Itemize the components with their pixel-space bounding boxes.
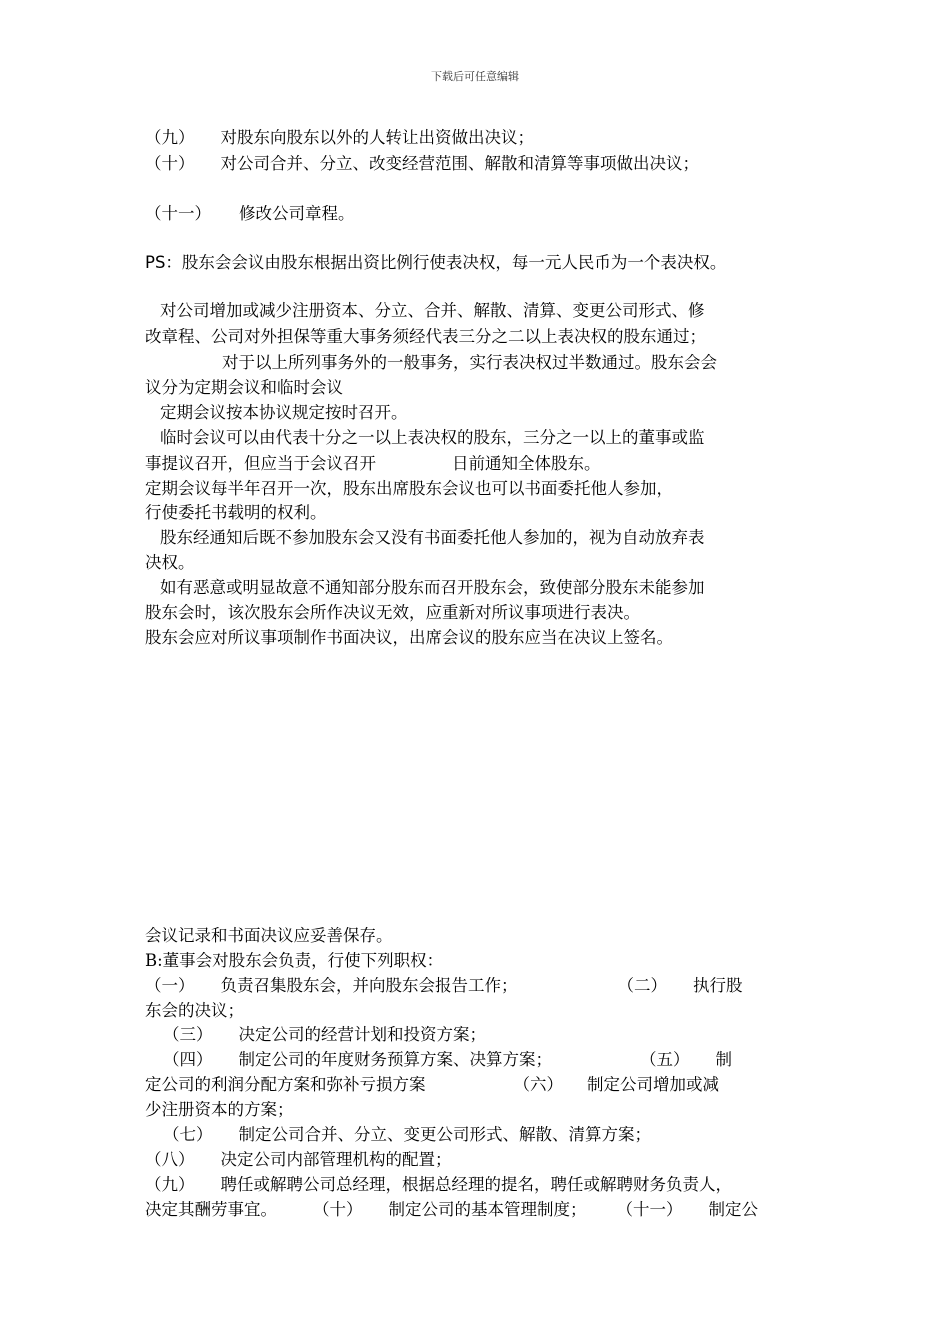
clause-text: 制定公司的年度财务预算方案、决算方案； [238, 1050, 552, 1069]
paragraph-line: 股东经通知后既不参加股东会又没有书面委托他人参加的，视为自动放弃表 [160, 528, 705, 547]
clause-text: 决定公司内部管理机构的配置； [220, 1150, 452, 1169]
clause-number: （八） [145, 1150, 195, 1169]
board-duty-line [145, 1174, 732, 1196]
paragraph-line: 议分为定期会议和临时会议 [145, 378, 343, 397]
clause-9-line [145, 127, 534, 149]
paragraph-line: 股东会应对所议事项制作书面决议，出席会议的股东应当在决议上签名。 [145, 628, 673, 647]
clause-number: （一） [145, 976, 195, 995]
paragraph-line [145, 453, 601, 475]
clause-text: 定公司的利润分配方案和弥补亏损方案 [145, 1075, 426, 1094]
paragraph-text: 日前通知全体股东。 [452, 454, 601, 473]
clause-number: （九） [145, 1175, 195, 1194]
board-duty-line [163, 1124, 651, 1146]
paragraph-line: 临时会议可以由代表十分之一以上表决权的股东，三分之一以上的董事或监 [160, 428, 705, 447]
board-duty-line [145, 1199, 758, 1221]
clause-text: 对股东向股东以外的人转让出资做出决议； [220, 128, 534, 147]
clause-number: （二） [617, 976, 667, 995]
paragraph-line: 对公司增加或减少注册资本、分立、合并、解散、清算、变更公司形式、修 [160, 301, 705, 320]
clause-number: （七） [163, 1125, 213, 1144]
clause-text: 聘任或解聘公司总经理，根据总经理的提名，聘任或解聘财务负责人， [220, 1175, 732, 1194]
paragraph-line: 股东会时，该次股东会所作决议无效，应重新对所议事项进行表决。 [145, 603, 640, 622]
board-duty-line [145, 1149, 452, 1171]
clause-text: 制定公司增加或减 [587, 1075, 719, 1094]
ps-voting-note: PS：股东会会议由股东根据出资比例行使表决权，每一元人民币为一个表决权。 [145, 253, 727, 272]
clause-text: 制定公司合并、分立、变更公司形式、解散、清算方案； [238, 1125, 651, 1144]
paragraph-line: 定期会议每半年召开一次，股东出席股东会议也可以书面委托他人参加， [145, 479, 673, 498]
clause-number: （十） [313, 1200, 363, 1219]
clause-number: （五） [640, 1050, 690, 1069]
clause-text: 对公司合并、分立、改变经营范围、解散和清算等事项做出决议； [220, 154, 699, 173]
paragraph-line: 决权。 [145, 553, 195, 572]
clause-number: （三） [163, 1025, 213, 1044]
board-duty-line [163, 1024, 486, 1046]
board-duty-line [145, 1074, 719, 1096]
clause-text: 制定公司的基本管理制度； [388, 1200, 587, 1219]
clause-number: （十） [145, 154, 195, 173]
board-duties-heading: B:董事会对股东会负责，行使下列职权： [145, 951, 444, 970]
clause-text: 制定公 [708, 1200, 758, 1219]
clause-10-line [145, 153, 699, 175]
paragraph-line: 改章程、公司对外担保等重大事务须经代表三分之二以上表决权的股东通过； [145, 327, 706, 346]
clause-number: （十一） [616, 1200, 683, 1219]
clause-text: 执行股 [693, 976, 743, 995]
board-duty-line [145, 975, 743, 997]
clause-text: 制 [715, 1050, 732, 1069]
clause-text: 决定公司的经营计划和投资方案； [238, 1025, 486, 1044]
board-duty-line: 东会的决议； [145, 1001, 244, 1020]
clause-text: 负责召集股东会，并向股东会报告工作； [220, 976, 518, 995]
board-duty-line [163, 1049, 732, 1071]
clause-number: （九） [145, 128, 195, 147]
paragraph-line: 对于以上所列事务外的一般事务，实行表决权过半数通过。股东会会 [222, 353, 717, 372]
clause-11-line [145, 203, 355, 225]
paragraph-line: 行使委托书载明的权利。 [145, 503, 327, 522]
clause-text: 决定其酬劳事宜。 [145, 1200, 277, 1219]
paragraph-line: 会议记录和书面决议应妥善保存。 [145, 926, 393, 945]
page-header-note: 下载后可任意编辑 [431, 70, 519, 83]
paragraph-text: 事提议召开，但应当于会议召开 [145, 454, 376, 473]
clause-text: 修改公司章程。 [239, 204, 355, 223]
clause-number: （六） [513, 1075, 563, 1094]
paragraph-line: 定期会议按本协议规定按时召开。 [160, 403, 408, 422]
paragraph-line: 如有恶意或明显故意不通知部分股东而召开股东会，致使部分股东未能参加 [160, 578, 705, 597]
clause-number: （十一） [145, 204, 211, 223]
board-duty-line: 少注册资本的方案； [145, 1100, 294, 1119]
clause-number: （四） [163, 1050, 213, 1069]
